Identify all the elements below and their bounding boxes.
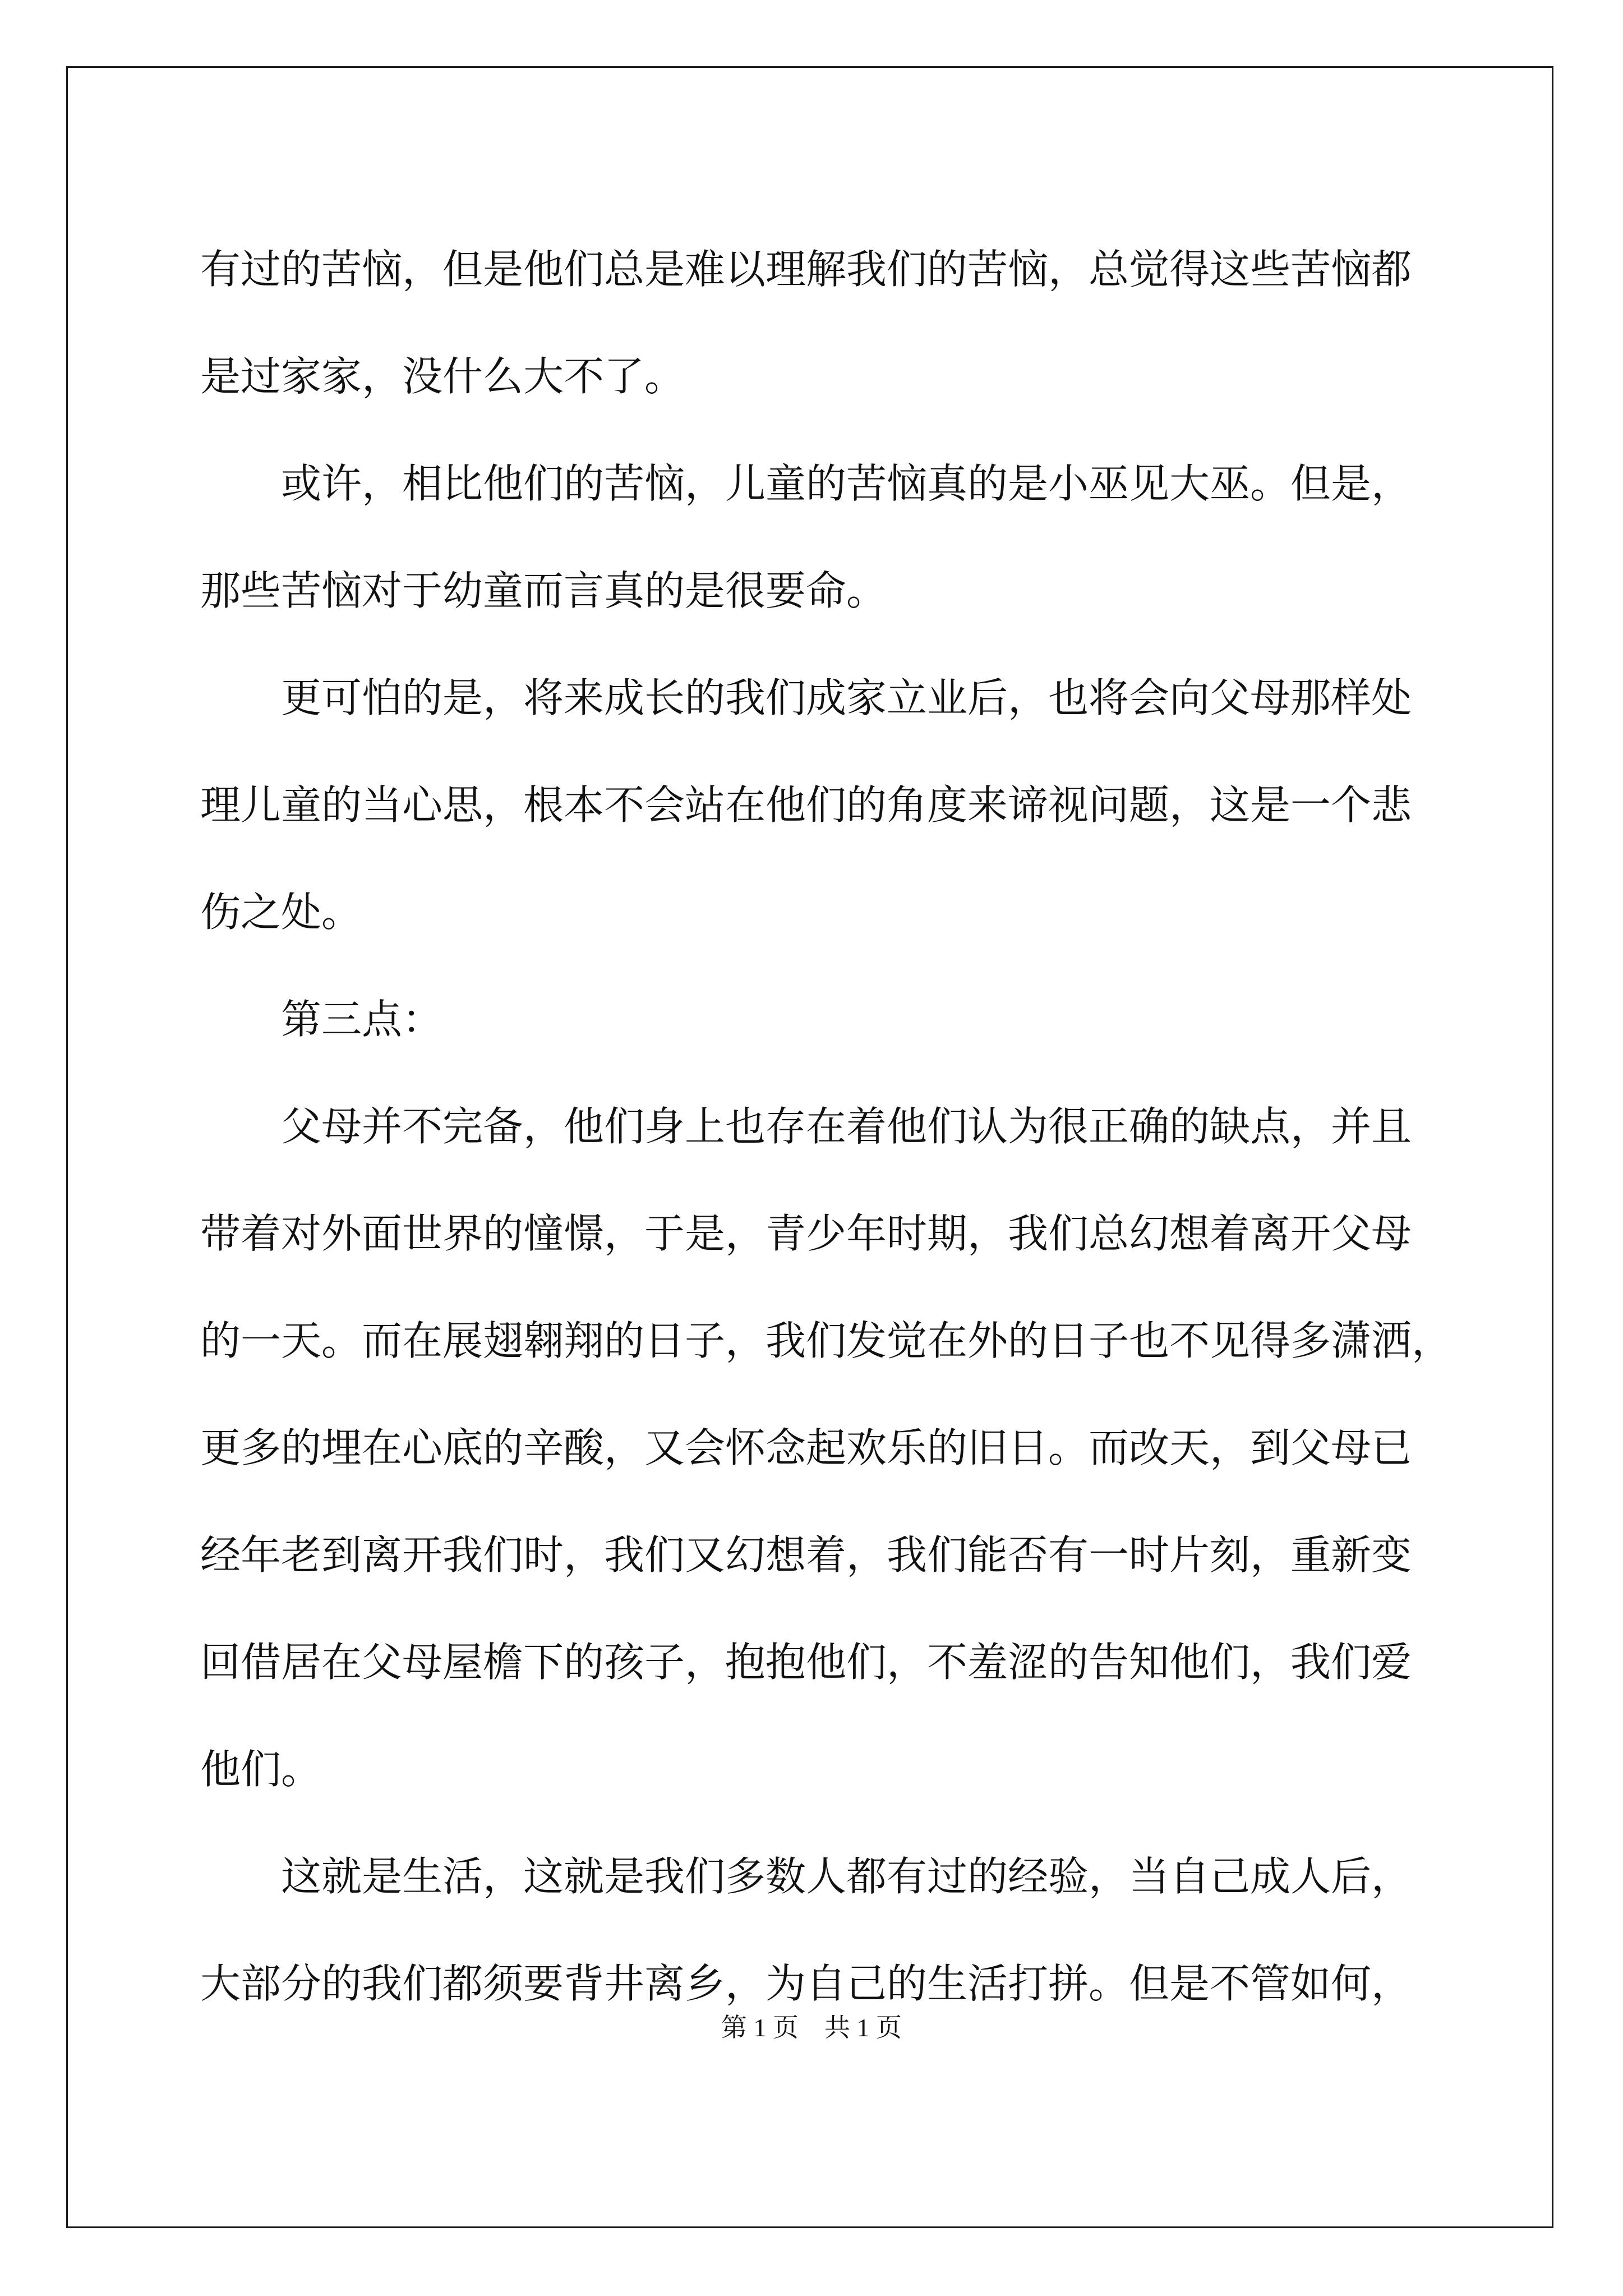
text-line: 的一天。而在展翅翱翔的日子，我们发觉在外的日子也不见得多潇洒， bbox=[200, 1317, 1453, 1364]
text-line: 伤之处。 bbox=[200, 889, 362, 936]
text-line: 更多的埋在心底的辛酸，又会怀念起欢乐的旧日。而改天，到父母已 bbox=[200, 1424, 1412, 1471]
text-line: 回借居在父母屋檐下的孩子，抱抱他们，不羞涩的告知他们，我们爱 bbox=[200, 1639, 1412, 1686]
document-body bbox=[200, 216, 1453, 2037]
text-line: 有过的苦恼，但是他们总是难以理解我们的苦恼，总觉得这些苦恼都 bbox=[200, 246, 1412, 293]
text-line: 父母并不完备，他们身上也存在着他们认为很正确的缺点，并且 bbox=[200, 1103, 1412, 1150]
text-line: 那些苦恼对于幼童而言真的是很要命。 bbox=[200, 567, 887, 614]
page-number-footer: 第 1 页 共 1 页 bbox=[721, 2013, 902, 2042]
text-line: 是过家家，没什么大不了。 bbox=[200, 353, 685, 400]
text-line: 大部分的我们都须要背井离乡，为自己的生活打拼。但是不管如何， bbox=[200, 1960, 1412, 2007]
text-line: 或许，相比他们的苦恼，儿童的苦恼真的是小巫见大巫。但是， bbox=[200, 460, 1412, 507]
text-line: 第三点： bbox=[200, 996, 443, 1043]
text-line: 更可怕的是，将来成长的我们成家立业后，也将会向父母那样处 bbox=[200, 674, 1412, 721]
text-line: 他们。 bbox=[200, 1746, 322, 1793]
text-line: 理儿童的当心思，根本不会站在他们的角度来谛视问题，这是一个悲 bbox=[200, 781, 1412, 829]
text-line: 经年老到离开我们时，我们又幻想着，我们能否有一时片刻，重新变 bbox=[200, 1531, 1412, 1579]
text-line: 这就是生活，这就是我们多数人都有过的经验，当自己成人后， bbox=[200, 1853, 1412, 1900]
text-line: 带着对外面世界的憧憬，于是，青少年时期，我们总幻想着离开父母 bbox=[200, 1210, 1412, 1257]
